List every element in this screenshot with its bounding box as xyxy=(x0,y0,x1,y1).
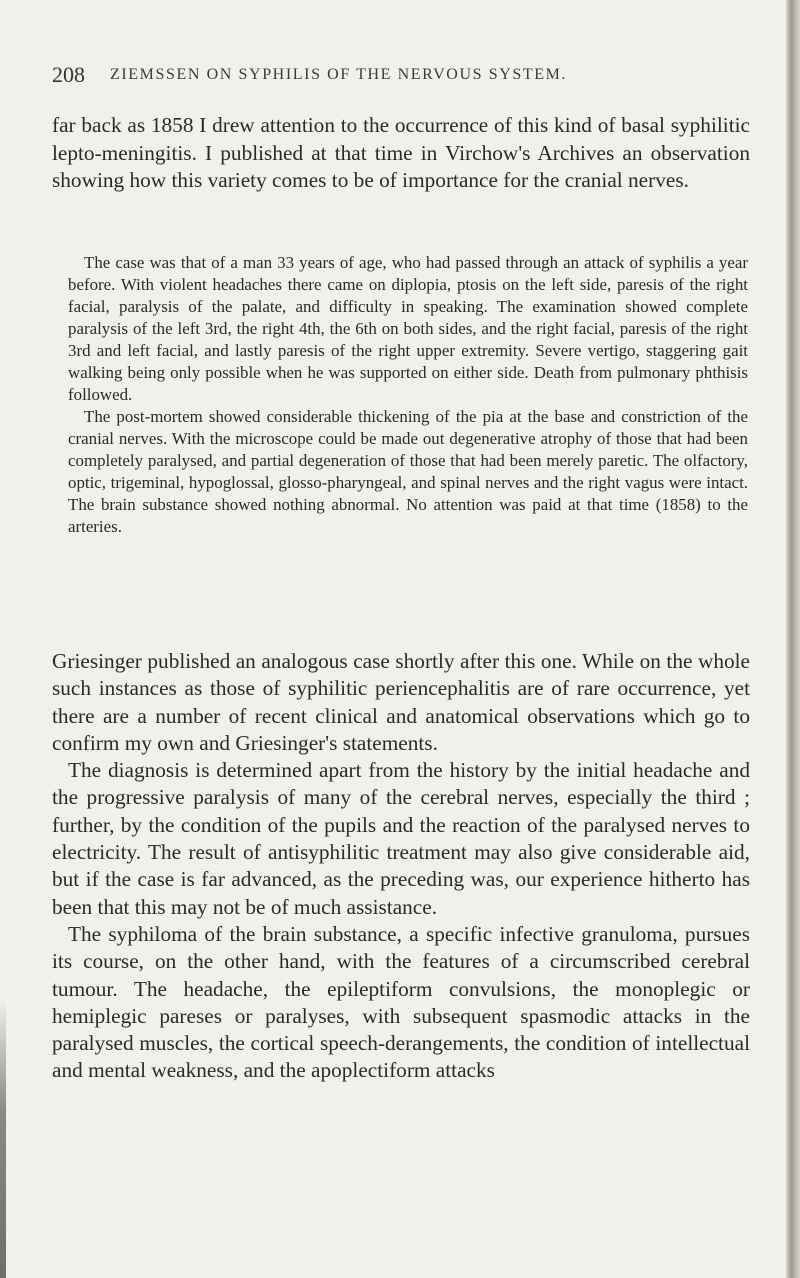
case-report xyxy=(68,252,748,538)
binding-shadow xyxy=(0,1000,6,1278)
running-head: ZIEMSSEN ON SYPHILIS OF THE NERVOUS SYSTEM. xyxy=(110,66,568,83)
intro-paragraph: far back as 1858 I drew attention to the occurrence of this kind of basal syphilitic lepto-meningitis. I published at that time in Virchow's Archives an observation showing how this variety comes to be of importance for the cranial nerves. xyxy=(52,113,750,193)
main-text xyxy=(52,648,750,1085)
page-header xyxy=(52,62,742,92)
page-number: 208 xyxy=(52,62,85,87)
intro-text xyxy=(52,112,750,195)
case-report-paragraph-1: The case was that of a man 33 years of age, who had passed through an attack of syphilis a year before. With violent headaches there came on diplopia, ptosis on the left side, paresis of the right facial, paralysis of the palate, and difficulty in speaking. The examination showed complete paralysis of the left 3rd, the right 4th, the 6th on both sides, and the right facial, paresis of the right 3rd and left facial, and lastly paresis of the right upper extremity. Severe vertigo, staggering gait walking being only possible when he was supported on either side. Death from pulmonary phthisis followed. xyxy=(68,253,748,404)
main-paragraph-3: The syphiloma of the brain substance, a specific infective granuloma, pursues its course, on the other hand, with the features of a circumscribed cerebral tumour. The headache, the epileptiform convulsions, the monoplegic or hemiplegic pareses or paralyses, with subsequent spasmodic attacks in the paralysed muscles, the cortical speech-derangements, the condition of intellectual and mental weakness, and the apoplectiform attacks xyxy=(52,921,750,1083)
case-report-paragraph-2: The post-mortem showed considerable thickening of the pia at the base and constriction of the cranial nerves. With the microscope could be made out degenerative atrophy of those that had been completely paralysed, and partial degeneration of those that had been merely paretic. The olfactory, optic, trigeminal, hypoglossal, glosso-pharyngeal, and spinal nerves and the right vagus were intact. The brain substance showed nothing abnormal. No attention was paid at that time (1858) to the arteries. xyxy=(68,407,748,536)
main-paragraph-1: Griesinger published an analogous case shortly after this one. While on the whole such instances as those of syphilitic periencephalitis are of rare occurrence, yet there are a number of recent clinical and anatomical observations which go to confirm my own and Griesinger's statements. xyxy=(52,649,750,755)
page-edge-shadow xyxy=(786,0,800,1278)
main-paragraph-2: The diagnosis is determined apart from the history by the initial headache and the progressive paralysis of many of the cerebral nerves, especially the third ; further, by the condition of the pupils and the reaction of the paralysed nerves to electricity. The result of antisyphilitic treatment may also give considerable aid, but if the case is far advanced, as the preceding was, our experience hitherto has been that this may not be of much assistance. xyxy=(52,758,750,919)
